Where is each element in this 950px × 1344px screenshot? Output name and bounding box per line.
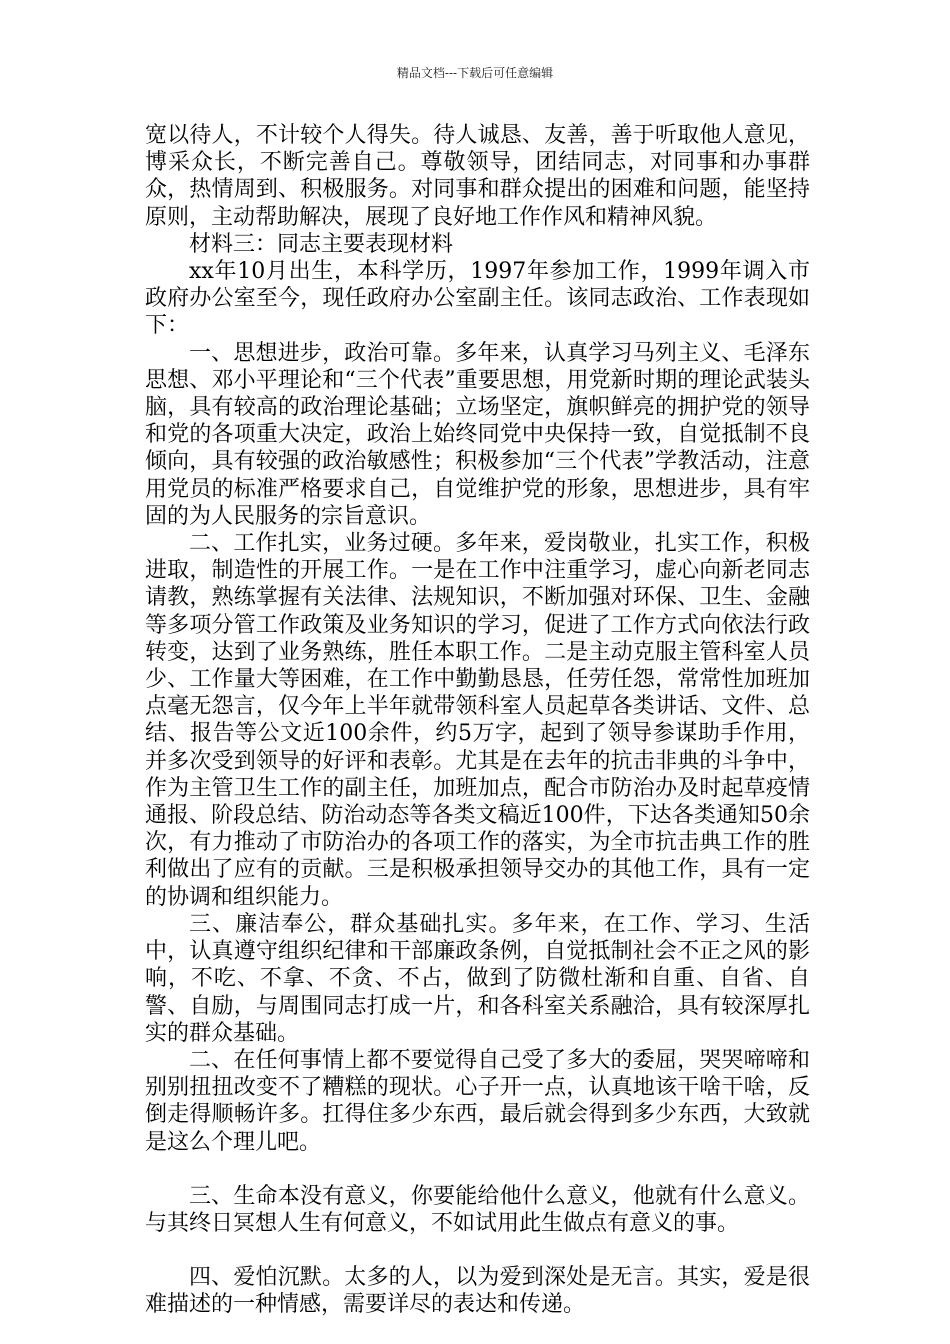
paragraph-advice-two: 二、在任何事情上都不要觉得自己受了多大的委屈，哭哭啼啼和别别扭扭改变不了糟糕的现状。心子开一点，认真地该干啥干啥，反倒走得顺畅许多。扛得住多少东西，最后就会得到多少东西，大致就是这么个理儿吧。 [145, 1047, 810, 1155]
document-body [145, 122, 810, 1319]
paragraph-continuation: 宽以待人，不计较个人得失。待人诚恳、友善，善于听取他人意见，博采众长，不断完善自己。尊敬领导，团结同志，对同事和办事群众，热情周到、积极服务。对同事和群众提出的困难和问题，能坚持原则，主动帮助解决，展现了良好地工作作风和精神风貌。 [145, 123, 810, 230]
paragraph-advice-four: 四、爱怕沉默。太多的人，以为爱到深处是无言。其实，爱是很难描述的一种情感，需要详尽的表达和传递。 [145, 1265, 810, 1318]
section-title-material-three: 材料三：同志主要表现材料 [189, 231, 454, 257]
paragraph-work: 二、工作扎实，业务过硬。多年来，爱岗敬业，扎实工作，积极进取，制造性的开展工作。一是在工作中注重学习，虚心向新老同志请教，熟练掌握有关法律、法规知识，不断加强对环保、卫生、金融等多项分管工作政策及业务知识的学习，促进了工作方式向依法行政转变，达到了业务熟练，胜任本职工作。二是主动克服主管科室人员少、工作量大等困难，在工作中勤勤恳恳，任劳任怨，常常性加班加点毫无怨言，仅今年上半年就带领科室人员起草各类讲话、文件、总结、报告等公文近100余件，约5万字，起到了领导参谋助手作用，并多次受到领导的好评和表彰。尤其是在去年的抗击非典的斗争中，作为主管卫生工作的副主任，加班加点，配合市防治办及时起草疫情通报、阶段总结、防治动态等各类文稿近100件，下达各类通知50余次，有力推动了市防治办的各项工作的落实，为全市抗击典工作的胜利做出了应有的贡献。三是积极承担领导交办的其他工作，具有一定的协调和组织能力。 [145, 531, 810, 910]
paragraph-integrity: 三、廉洁奉公，群众基础扎实。多年来，在工作、学习、生活中，认真遵守组织纪律和干部廉政条例，自觉抵制社会不正之风的影响，不吃、不拿、不贪、不占，做到了防微杜渐和自重、自省、自警、自励，与周围同志打成一片，和各科室关系融洽，具有较深厚扎实的群众基础。 [145, 911, 810, 1046]
paragraph-political: 一、思想进步，政治可靠。多年来，认真学习马列主义、毛泽东思想、邓小平理论和“三个代表”重要思想，用党新时期的理论武装头脑，具有较高的政治理论基础；立场坚定，旗帜鲜亮的拥护党的领导和党的各项重大决定，政治上始终同党中央保持一致，自觉抵制不良倾向，具有较强的政治敏感性；积极参加“三个代表”学教活动，注意用党员的标准严格要求自己，自觉维护党的形象，思想进步，具有牢固的为人民服务的宗旨意识。 [145, 340, 810, 529]
page-header: 精品文档---下载后可任意编辑 [396, 66, 554, 80]
paragraph-profile-intro: xx年10月出生，本科学历，1997年参加工作，1999年调入市政府办公室至今，现任政府办公室副主任。该同志政治、工作表现如下： [145, 259, 810, 339]
paragraph-advice-three: 三、生命本没有意义，你要能给他什么意义，他就有什么意义。与其终日冥想人生有何意义，不如试用此生做点有意义的事。 [145, 1183, 810, 1236]
